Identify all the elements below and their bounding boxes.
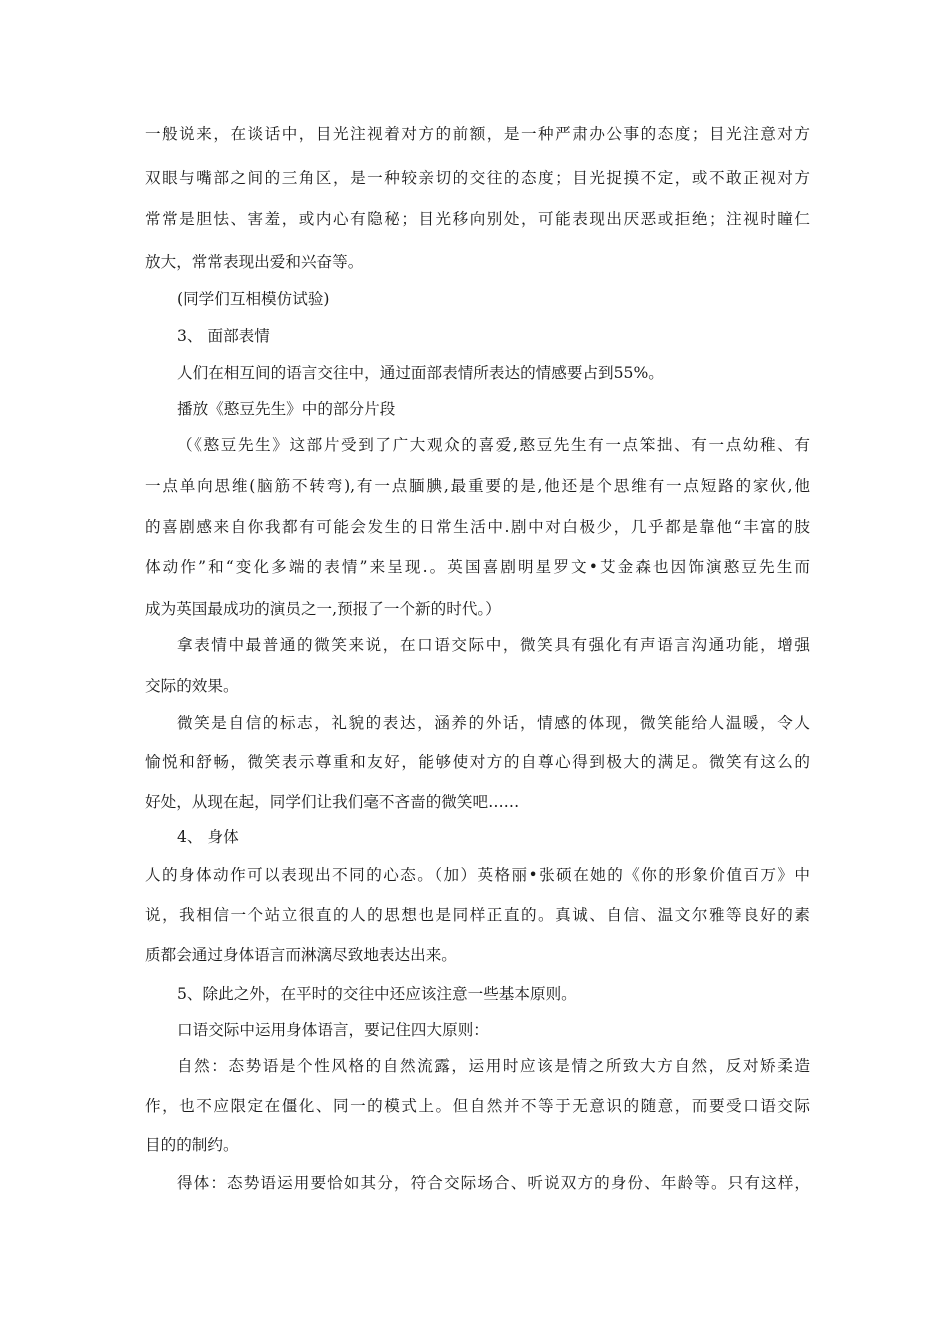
paragraph-line: 质都会通过身体语言而淋漓尽致地表达出来。 (145, 946, 457, 964)
paragraph-line: 自然：态势语是个性风格的自然流露，运用时应该是情之所致大方自然，反对矫柔造 (177, 1057, 810, 1075)
paragraph-line: 说，我相信一个站立很直的人的思想也是同样正直的。真诚、自信、温文尔雅等良好的素 (145, 906, 810, 924)
paragraph-line: 好处，从现在起，同学们让我们毫不吝啬的微笑吧…… (145, 793, 520, 811)
paragraph-line: 人的身体动作可以表现出不同的心态。（加）英格丽•张硕在她的《你的形象价值百万》中 (145, 866, 810, 884)
paragraph-line: 一般说来，在谈话中，目光注视着对方的前额，是一种严肃办公事的态度；目光注意对方 (145, 125, 810, 143)
paragraph-line: 得体：态势语运用要恰如其分，符合交际场合、听说双方的身份、年龄等。只有这样， (177, 1174, 810, 1192)
section-heading: 4、 身体 (177, 828, 239, 846)
paragraph-line: 放大，常常表现出爱和兴奋等。 (145, 253, 364, 271)
section-heading: 3、 面部表情 (177, 327, 270, 345)
paragraph-line: 拿表情中最普通的微笑来说，在口语交际中，微笑具有强化有声语言沟通功能，增强 (177, 636, 810, 654)
paragraph-line: 播放《憨豆先生》中的部分片段 (177, 400, 396, 418)
paragraph-line: 5、除此之外，在平时的交往中还应该注意一些基本原则。 (177, 985, 577, 1003)
paragraph-line: 口语交际中运用身体语言，要记住四大原则： (177, 1021, 489, 1039)
paragraph-line: （《憨豆先生》这部片受到了广大观众的喜爱,憨豆先生有一点笨拙、有一点幼稚、有 (177, 436, 810, 454)
paragraph-line: 双眼与嘴部之间的三角区，是一种较亲切的交往的态度；目光捉摸不定，或不敢正视对方 (145, 169, 810, 187)
paragraph-line: 目的的制约。 (145, 1136, 239, 1154)
paragraph-line: 体动作”和“变化多端的表情”来呈现.。英国喜剧明星罗文•艾金森也因饰演憨豆先生而 (145, 558, 810, 576)
paragraph-line: 交际的效果。 (145, 677, 239, 695)
paragraph-line: 常常是胆怯、害羞，或内心有隐秘；目光移向别处，可能表现出厌恶或拒绝；注视时瞳仁 (145, 210, 810, 228)
paragraph-line: 成为英国最成功的演员之一,预报了一个新的时代。） (145, 600, 501, 618)
paragraph-line: 人们在相互间的语言交往中，通过面部表情所表达的情感要占到55%。 (177, 364, 664, 382)
paragraph-line: 一点单向思维(脑筋不转弯),有一点腼腆,最重要的是,他还是个思维有一点短路的家伙,他 (145, 477, 810, 495)
paragraph-line: 微笑是自信的标志，礼貌的表达，涵养的外话，情感的体现，微笑能给人温暖，令人 (177, 714, 810, 732)
paragraph-line: 作，也不应限定在僵化、同一的模式上。但自然并不等于无意识的随意，而要受口语交际 (145, 1097, 810, 1115)
paragraph-line: (同学们互相模仿试验) (177, 290, 330, 308)
paragraph-line: 的喜剧感来自你我都有可能会发生的日常生活中.剧中对白极少，几乎都是靠他“丰富的肢 (145, 518, 810, 536)
paragraph-line: 愉悦和舒畅，微笑表示尊重和友好，能够使对方的自尊心得到极大的满足。微笑有这么的 (145, 753, 810, 771)
